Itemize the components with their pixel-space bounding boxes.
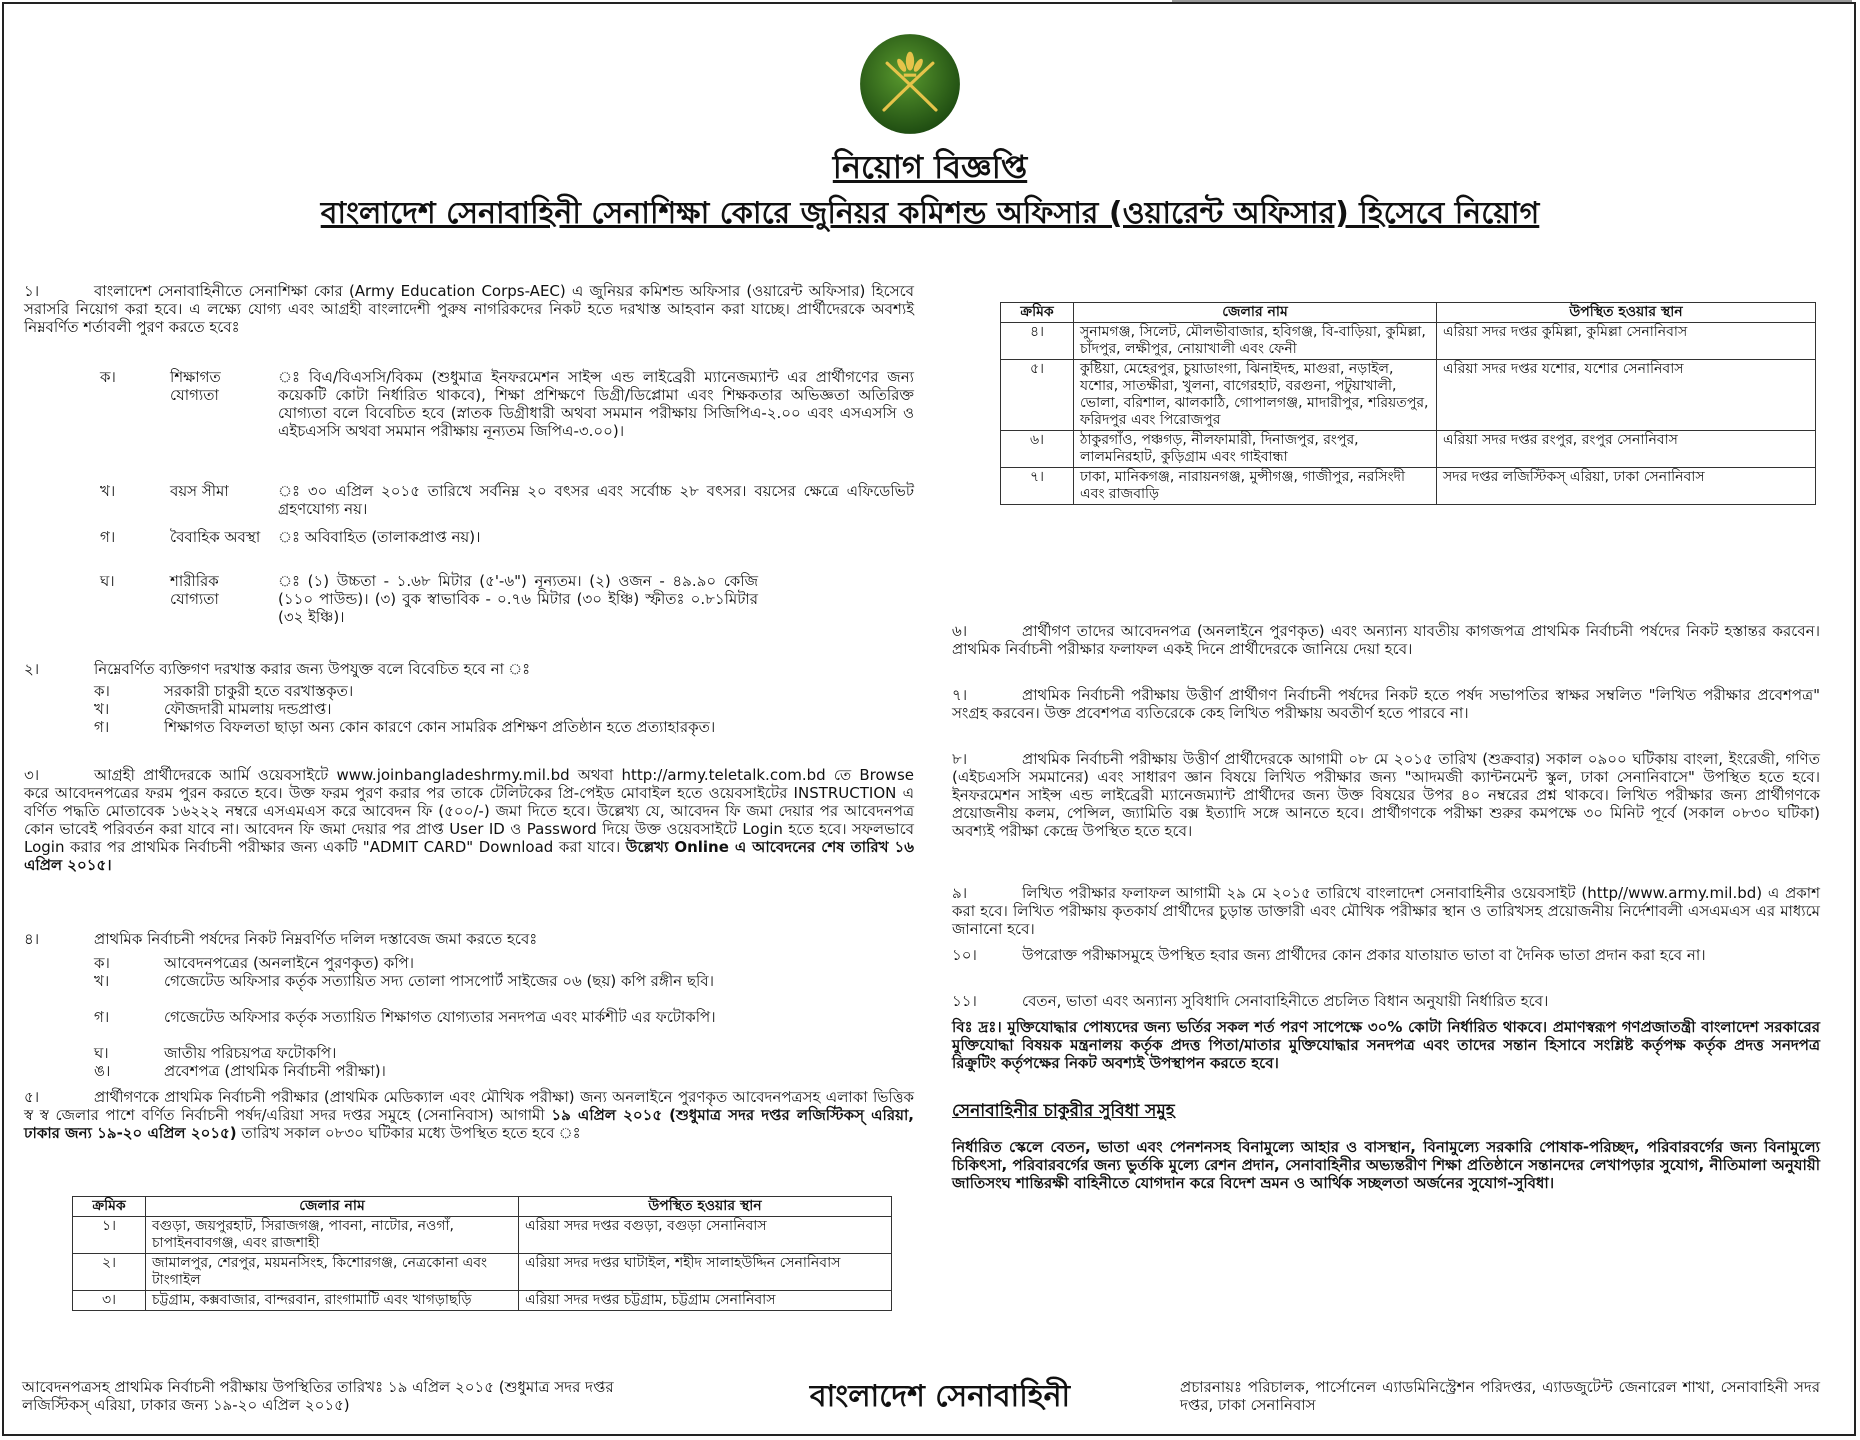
benefits-text: নির্ধারিত স্কেলে বেতন, ভাতা এবং পেনশনসহ বিনামুল্যে আহার ও বাসস্থান, বিনামুল্যে সরকারি পোষাক-পরিচ্ছদ, পরিবারবর্গের জন্য বিনামুল্যে চিকিৎসা, পরিবারবর্গের জন্য ভুর্তকি মুল্যে রেশন প্রদান, সেনাবাহিনীর অভ্যন্তরীণ শিক্ষা প্রতিষ্ঠানে সন্তানদের লেখাপড়ার সুযোগ, নীতিমালা অনুযায়ী জাতিসংঘ শান্তিরক্ষী বাহিনীতে যোগদান করে বিদেশ ভ্রমন ও আর্থিক সচ্ছলতা অর্জনের সুযোগ-সুবিধা। bbox=[952, 1138, 1820, 1192]
s1-item-gh-key: ঘ। bbox=[100, 572, 115, 590]
s4-item-4-text: জাতীয় পরিচয়পত্র ফটোকপি। bbox=[164, 1044, 337, 1062]
row-place: এরিয়া সদর দপ্তর রংপুর, রংপুর সেনানিবাস bbox=[1437, 431, 1816, 468]
table-row bbox=[1001, 323, 1816, 360]
col-serial: ক্রমিক bbox=[73, 1197, 146, 1217]
section-8-text: প্রাথমিক নির্বাচনী পরীক্ষায় উত্তীর্ণ প্রার্থীদেরকে আগামী ০৮ মে ২০১৫ তারিখ (শুক্রবার) সকাল ০৯০০ ঘটিকায় বাংলা, ইংরেজী, গণিত (এইচএসসি সমমানের) এবং সাধারণ জ্ঞান বিষয়ে লিখিত পরীক্ষার জন্য "আদমজী ক্যান্টনমেন্ট স্কুল, ঢাকা সেনানিবাসে" উপস্থিত হতে হবে। ইনফরমেশন সাইন্স এন্ড লাইব্রেরী ম্যানেজম্যান্ট প্রার্থীদের জন্য উক্ত বিষয়ের উপর ৪০ নম্বরের প্রশ্ন থাকবে। লিখিত পরীক্ষার জন্য প্রার্থীগণকে প্রয়োজনীয় কলম, পেন্সিল, জ্যামিতি বক্স ইত্যাদি সঙ্গে আনতে হবে। প্রার্থীগণকে পরীক্ষা শুরুর কমপক্ষে ৩০ মিনিট পূর্বে (সকাল ০৮৩০ ঘটিকা) অবশ্যই পরীক্ষা কেন্দ্রে উপস্থিত হতে হবে। bbox=[952, 750, 1820, 840]
s4-item-2-key: খ। bbox=[94, 972, 110, 990]
s2-item-1-key: ক। bbox=[94, 682, 110, 700]
section-8-number: ৮। bbox=[952, 750, 968, 768]
row-district: কুষ্টিয়া, মেহেরপুর, চুয়াডাংগা, ঝিনাইদহ, মাগুরা, নড়াইল, যশোর, সাতক্ষীরা, খুলনা, বাগেরহাট, বরগুনা, পটুয়াখালী, ভোলা, বরিশাল, ঝালকাঠি, গোপালগঞ্জ, মাদারীপুর, শরিয়তপুর, ফরিদপুর এবং পিরোজপুর bbox=[1074, 360, 1437, 431]
table-row bbox=[73, 1217, 892, 1254]
page-title: নিয়োগ বিজ্ঞপ্তি bbox=[832, 148, 1028, 186]
row-serial: ১। bbox=[73, 1217, 146, 1254]
s4-item-5-key: ঙ। bbox=[94, 1062, 111, 1080]
table-header-row bbox=[73, 1197, 892, 1217]
row-district: সুনামগঞ্জ, সিলেট, মৌলভীবাজার, হবিগঞ্জ, বি-বাড়িয়া, কুমিল্লা, চাঁদপুর, লক্ষীপুর, নোয়াখালী এবং ফেনী bbox=[1074, 323, 1437, 360]
s4-item-3-key: গ। bbox=[94, 1008, 110, 1026]
section-11-number: ১১। bbox=[952, 992, 977, 1010]
col-district: জেলার নাম bbox=[146, 1197, 519, 1217]
section-3-number: ৩। bbox=[24, 766, 40, 784]
section-4-text: প্রাথমিক নির্বাচনী পর্ষদের নিকট নিম্নবর্ণিত দলিল দস্তাবেজ জমা করতে হবেঃ bbox=[94, 930, 538, 948]
section-5-tail: তারিখ সকাল ০৮৩০ ঘটিকার মধ্যে উপস্থিত হতে হবে ঃ bbox=[241, 1124, 581, 1142]
row-district: চট্টগ্রাম, কক্সবাজার, বান্দরবান, রাংগামাটি এবং খাগড়াছড়ি bbox=[146, 1291, 519, 1311]
s4-item-1-key: ক। bbox=[94, 954, 110, 972]
s1-item-kh-text: ঃ ৩০ এপ্রিল ২০১৫ তারিখে সর্বনিম্ন ২০ বৎসর এবং সর্বোচ্চ ২৮ বৎসর। বয়সের ক্ষেত্রে এফিডেভিট গ্রহণযোগ্য নয়। bbox=[278, 482, 914, 518]
col-district: জেলার নাম bbox=[1074, 303, 1437, 323]
col-place: উপস্থিত হওয়ার স্থান bbox=[1437, 303, 1816, 323]
section-3-body: আগ্রহী প্রার্থীদেরকে আর্মি ওয়েবসাইটে www.joinbangladeshrmy.mil.bd অথবা http://army.teletalk.com.bd তে Browse করে আবেদনপত্রের ফরম পুরন করতে হবে। উক্ত ফরম পুরণ করার পর তাকে টেলিটকের প্রি-পেইড মোবাইল হতে ওয়েবসাইটের INSTRUCTION এ বর্ণিত পদ্ধতি মোতাবেক ১৬২২২ নম্বরে এসএমএস করে আবেদন ফি (৫০০/-) জমা দিতে হবে। উল্লেখ্য যে, আবেদন ফি জমা দেয়ার পর আবেদনপত্র কোন ভাবেই পরিবর্তন করা যাবে না। আবেদন ফি জমা দেয়ার পর প্রাপ্ত User ID ও Password দিয়ে উক্ত ওয়েবসাইটে Login হতে হবে। সফলভাবে Login করার পর প্রাথমিক নির্বাচনী পরীক্ষার জন্য একটি "ADMIT CARD" Download করা যাবে। bbox=[24, 766, 914, 856]
s1-item-k-label: শিক্ষাগত যোগ্যতা bbox=[170, 368, 221, 404]
row-district: ঠাকুরগাঁও, পঞ্চগড়, নীলফামারী, দিনাজপুর, রংপুর, লালমনিরহাট, কুড়িগ্রাম এবং গাইবান্ধা bbox=[1074, 431, 1437, 468]
section-4-number: ৪। bbox=[24, 930, 40, 948]
row-serial: ৩। bbox=[73, 1291, 146, 1311]
s2-item-3-text: শিক্ষাগত বিফলতা ছাড়া অন্য কোন কারণে কোন সামরিক প্রশিক্ষণ প্রতিষ্ঠান হতে প্রত্যাহারকৃত। bbox=[164, 718, 716, 736]
table-row bbox=[1001, 360, 1816, 431]
s2-item-3-key: গ। bbox=[94, 718, 110, 736]
row-serial: ৪। bbox=[1001, 323, 1074, 360]
district-table-right bbox=[1000, 302, 1816, 505]
row-serial: ৫। bbox=[1001, 360, 1074, 431]
table-row bbox=[73, 1254, 892, 1291]
section-3-deadline: উল্লেখ্য Online এ আবেদনের শেষ তারিখ ১৬ এপ্রিল ২০১৫। bbox=[24, 838, 914, 874]
section-3-text bbox=[24, 766, 914, 874]
s2-item-2-text: ফৌজদারী মামলায় দন্ডপ্রাপ্ত। bbox=[164, 700, 332, 718]
section-5-body: প্রার্থীগণকে প্রাথমিক নির্বাচনী পরীক্ষার (প্রাথমিক মেডিক্যাল এবং মৌখিক পরীক্ষা) জন্য অনলাইনে পুরণকৃত আবেদনপত্রসহ এলাকা ভিত্তিক স্ব স্ব জেলার পাশে বর্ণিত নির্বাচনী পর্ষদ/এরিয়া সদর দপ্তর সমুহে (সেনানিবাস) আগামী bbox=[24, 1088, 914, 1124]
row-place: এরিয়া সদর দপ্তর বগুড়া, বগুড়া সেনানিবাস bbox=[519, 1217, 892, 1254]
row-place: এরিয়া সদর দপ্তর চট্টগ্রাম, চট্টগ্রাম সেনানিবাস bbox=[519, 1291, 892, 1311]
row-serial: ৬। bbox=[1001, 431, 1074, 468]
footer-organization: বাংলাদেশ সেনাবাহিনী bbox=[809, 1379, 1071, 1414]
s4-item-5-text: প্রবেশপত্র (প্রাথমিক নির্বাচনী পরীক্ষা)। bbox=[164, 1062, 386, 1080]
section-7-number: ৭। bbox=[952, 686, 968, 704]
s1-item-k-key: ক। bbox=[100, 368, 116, 386]
section-10-text: উপরোক্ত পরীক্ষাসমুহে উপস্থিত হবার জন্য প্রার্থীদের কোন প্রকার যাতায়াত ভাতা বা দৈনিক ভাতা প্রদান করা হবে না। bbox=[1022, 946, 1706, 964]
section-10-number: ১০। bbox=[952, 946, 977, 964]
s1-item-kh-key: খ। bbox=[100, 482, 116, 500]
s2-item-1-text: সরকারী চাকুরী হতে বরখাস্তকৃত। bbox=[164, 682, 354, 700]
page-subtitle: বাংলাদেশ সেনাবাহিনী সেনাশিক্ষা কোরে জুনিয়র কমিশন্ড অফিসার (ওয়ারেন্ট অফিসার) হিসেবে নিয়োগ bbox=[320, 196, 1540, 231]
s4-item-2-text: গেজেটেড অফিসার কর্তৃক সত্যায়িত সদ্য তোলা পাসপোর্ট সাইজের ০৬ (ছয়) কপি রঙ্গীন ছবি। bbox=[164, 972, 714, 990]
s1-item-gh-label: শারীরিক যোগ্যতা bbox=[170, 572, 219, 608]
section-5-number: ৫। bbox=[24, 1088, 40, 1106]
note-text: বিঃ দ্রঃ। মুক্তিযোদ্ধার পোষ্যদের জন্য ভর্তির সকল শর্ত পরণ সাপেক্ষে ৩০% কোটা নির্ধারিত থাকবে। প্রমাণস্বরূপ গণপ্রজাতন্ত্রী বাংলাদেশ সরকারের মুক্তিযোদ্ধা বিষয়ক মন্ত্রনালয় কর্তৃক প্রদত্ত পিতা/মাতার মুক্তিযোদ্ধার সনদপত্র এবং তাদের সন্তান হিসাবে সংশ্লিষ্ট কর্তৃপক্ষ কর্তৃক প্রদত্ত সনদপত্র রিক্রুটিং কর্তৃপক্ষের নিকট অবশ্যই উপস্থাপন করতে হবে। bbox=[952, 1018, 1820, 1072]
row-district: বগুড়া, জয়পুরহাট, সিরাজগঞ্জ, পাবনা, নাটোর, নওগাঁ, চাপাইনবাবগঞ্জ, এবং রাজশাহী bbox=[146, 1217, 519, 1254]
s2-item-2-key: খ। bbox=[94, 700, 110, 718]
section-6-number: ৬। bbox=[952, 622, 968, 640]
footer-attendance-date: আবেদনপত্রসহ প্রাথমিক নির্বাচনী পরীক্ষায় উপস্থিতির তারিখঃ ১৯ এপ্রিল ২০১৫ (শুধুমাত্র সদর দপ্তর লজিস্টিকস্ এরিয়া, ঢাকার জন্য ১৯-২০ এপ্রিল ২০১৫) bbox=[22, 1378, 614, 1414]
s1-item-g-key: গ। bbox=[100, 528, 116, 546]
table-header-row bbox=[1001, 303, 1816, 323]
s1-item-kh-label: বয়স সীমা bbox=[170, 482, 229, 500]
section-9-text: লিখিত পরীক্ষার ফলাফল আগামী ২৯ মে ২০১৫ তারিখে বাংলাদেশ সেনাবাহিনীর ওয়েবসাইট (http//www.army.mil.bd) এ প্রকাশ করা হবে। লিখিত পরীক্ষায় কৃতকার্য প্রার্থীদের চুড়ান্ত ডাক্তারী এবং মৌখিক পরীক্ষার স্থান ও তারিখসহ প্রয়োজনীয় নির্দেশাবলী এসএমএস এর মাধ্যমে জানানো হবে। bbox=[952, 884, 1820, 938]
col-place: উপস্থিত হওয়ার স্থান bbox=[519, 1197, 892, 1217]
s1-item-g-label: বৈবাহিক অবস্থা bbox=[170, 528, 261, 546]
section-5-date: ১৯ এপ্রিল ২০১৫ (শুধুমাত্র সদর দপ্তর লজিস্টিকস্ এরিয়া, ঢাকার জন্য ১৯-২০ এপ্রিল ২০১৫) bbox=[24, 1106, 914, 1142]
row-district: ঢাকা, মানিকগঞ্জ, নারায়নগঞ্জ, মুন্সীগঞ্জ, গাজীপুর, নরসিংদী এবং রাজবাড়ি bbox=[1074, 468, 1437, 505]
section-11-text: বেতন, ভাতা এবং অন্যান্য সুবিধাদি সেনাবাহিনীতে প্রচলিত বিধান অনুযায়ী নির্ধারিত হবে। bbox=[1022, 992, 1549, 1010]
s1-item-gh-text: ঃ (১) উচ্চতা - ১.৬৮ মিটার (৫'-৬") নূন্যতম। (২) ওজন - ৪৯.৯০ কেজি (১১০ পাউন্ড)। (৩) বুক স্বাভাবিক - ০.৭৬ মিটার (৩০ ইঞ্চি) স্ফীতঃ ০.৮১মিটার (৩২ ইঞ্চি)। bbox=[278, 572, 758, 626]
table-row bbox=[1001, 431, 1816, 468]
footer-publisher: প্রচারনায়ঃ পরিচালক, পার্সোনেল এ্যাডমিনিস্ট্রেশন পরিদপ্তর, এ্যাডজুটেন্ট জেনারেল শাখা, সেনাবাহিনী সদর দপ্তর, ঢাকা সেনানিবাস bbox=[1180, 1378, 1820, 1414]
section-6-text: প্রার্থীগণ তাদের আবেদনপত্র (অনলাইনে পুরণকৃত) এবং অন্যান্য যাবতীয় কাগজপত্র প্রাথমিক নির্বাচনী পর্ষদের নিকট হস্তান্তর করবেন। প্রাথমিক নির্বাচনী পরীক্ষার ফলাফল একই দিনে প্রার্থীদেরকে জানিয়ে দেয়া হবে। bbox=[952, 622, 1820, 658]
section-1-number: ১। bbox=[24, 282, 40, 300]
top-rule bbox=[1172, 0, 1852, 2]
table-row bbox=[73, 1291, 892, 1311]
section-2-number: ২। bbox=[24, 660, 40, 678]
section-1-text: বাংলাদেশ সেনাবাহিনীতে সেনাশিক্ষা কোর (Army Education Corps-AEC) এ জুনিয়র কমিশন্ড অফিসার (ওয়ারেন্ট অফিসার) হিসেবে সরাসরি নিয়োগ করা হবে। এ লক্ষ্যে যোগ্য এবং আগ্রহী বাংলাদেশী পুরুষ নাগরিকদের নিকট হতে দরখাস্ত আহবান করা যাচ্ছে। প্রার্থীদেরকে অবশ্যই নিম্নবর্ণিত শর্তাবলী পুরণ করতে হবেঃ bbox=[24, 282, 914, 336]
row-place: সদর দপ্তর লজিস্টিকস্ এরিয়া, ঢাকা সেনানিবাস bbox=[1437, 468, 1816, 505]
s4-item-3-text: গেজেটেড অফিসার কর্তৃক সত্যায়িত শিক্ষাগত যোগ্যতার সনদপত্র এবং মার্কশীট এর ফটোকপি। bbox=[164, 1008, 716, 1026]
row-place: এরিয়া সদর দপ্তর যশোর, যশোর সেনানিবাস bbox=[1437, 360, 1816, 431]
row-place: এরিয়া সদর দপ্তর ঘাটাইল, শহীদ সালাহউদ্দিন সেনানিবাস bbox=[519, 1254, 892, 1291]
section-5-text bbox=[24, 1088, 914, 1142]
row-serial: ২। bbox=[73, 1254, 146, 1291]
section-7-text: প্রাথমিক নির্বাচনী পরীক্ষায় উত্তীর্ণ প্রার্থীগণ নির্বাচনী পর্ষদের নিকট হতে পর্ষদ সভাপতির স্বাক্ষর সম্বলিত "লিখিত পরীক্ষার প্রবেশপত্র" সংগ্রহ করবেন। উক্ত প্রবেশপত্র ব্যতিরেকে কেহ লিখিত পরীক্ষায় অবতীর্ণ হতে পারবে না। bbox=[952, 686, 1820, 722]
row-district: জামালপুর, শেরপুর, ময়মনসিংহ, কিশোরগঞ্জ, নেত্রকোনা এবং টাংগাইল bbox=[146, 1254, 519, 1291]
row-place: এরিয়া সদর দপ্তর কুমিল্লা, কুমিল্লা সেনানিবাস bbox=[1437, 323, 1816, 360]
section-2-text: নিম্নেবর্ণিত ব্যক্তিগণ দরখাস্ত করার জন্য উপযুক্ত বলে বিবেচিত হবে না ঃ bbox=[94, 660, 531, 678]
s1-item-g-text: ঃ অবিবাহিত (তালাকপ্রাপ্ত নয়)। bbox=[278, 528, 481, 546]
s4-item-4-key: ঘ। bbox=[94, 1044, 109, 1062]
benefits-heading: সেনাবাহিনীর চাকুরীর সুবিধা সমুহ bbox=[952, 1101, 1175, 1121]
s4-item-1-text: আবেদনপত্রের (অনলাইনে পুরণকৃত) কপি। bbox=[164, 954, 415, 972]
bangladesh-army-emblem-icon bbox=[858, 32, 962, 136]
row-serial: ৭। bbox=[1001, 468, 1074, 505]
district-table-left bbox=[72, 1196, 892, 1311]
s1-item-k-text: ঃ বিএ/বিএসসি/বিকম (শুধুমাত্র ইনফরমেশন সাইন্স এন্ড লাইব্রেরী ম্যানেজম্যান্ট এর প্রার্থীগণের জন্য কয়েকটি কোটা নির্ধারিত থাকবে), শিক্ষা প্রশিক্ষণে ডিগ্রী/ডিপ্লোমা এবং শিক্ষকতার অভিজ্ঞতা অতিরিক্ত যোগ্যতা বলে বিবেচিত হবে (স্নাতক ডিগ্রীধারী অথবা সমমান পরীক্ষায় সিজিপিএ-২.০০ এবং এসএসসি ও এইচএসসি অথবা সমমান পরীক্ষায় নূন্যতম জিপিএ-৩.০০)। bbox=[278, 368, 914, 440]
col-serial: ক্রমিক bbox=[1001, 303, 1074, 323]
section-9-number: ৯। bbox=[952, 884, 968, 902]
table-row bbox=[1001, 468, 1816, 505]
